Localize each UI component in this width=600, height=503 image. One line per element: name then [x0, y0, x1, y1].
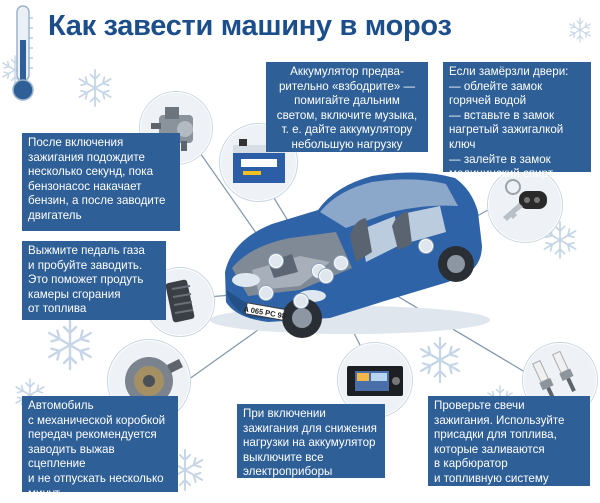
tip-gas-pedal: Выжмите педаль газа и пробуйте заводить. Это поможет продуть камеры сгорания от топлива	[22, 241, 166, 320]
hotspot-stereo	[319, 269, 333, 283]
hotspot-clutch	[294, 294, 308, 308]
tip-spark-plugs: Проверьте свечи зажигания. Используйте присадки для топлива, которые заливаются в карбюратор и топливную систему	[428, 396, 590, 486]
tip-frozen-doors: Если замёрзли двери: — облейте замок горячей водой — вставьте в замок нагретый зажигалкой ключ — залейте в замок медицинский спирт	[443, 62, 591, 172]
tip-electronics: При включении зажигания для снижения нагрузки на аккумулятор выключите все электроприборы	[237, 404, 385, 478]
hotspot-gas-pedal	[259, 286, 273, 300]
hotspot-spark-plugs	[334, 256, 348, 270]
tip-battery: Аккумулятор предва- рительно «взбодрите» — помигайте дальним светом, включите музыка, т. е. дайте аккумулятору небольшую нагрузку	[266, 62, 428, 152]
tip-manual-gearbox: Автомобиль с механической коробкой передач рекомендуется заводить выжав сцепление и не отпускать несколько минут	[22, 396, 178, 492]
hotspot-fuel-pump	[269, 254, 283, 268]
hotspot-door-lock	[419, 239, 433, 253]
license-plate: A 065 PC 98	[242, 304, 287, 321]
page-title: Как завести машину в мороз	[48, 10, 452, 42]
tip-ignition-wait: После включения зажигания подождите несколько секунд, пока бензонасос накачает бензин, а после заводите двигатель	[22, 133, 180, 231]
